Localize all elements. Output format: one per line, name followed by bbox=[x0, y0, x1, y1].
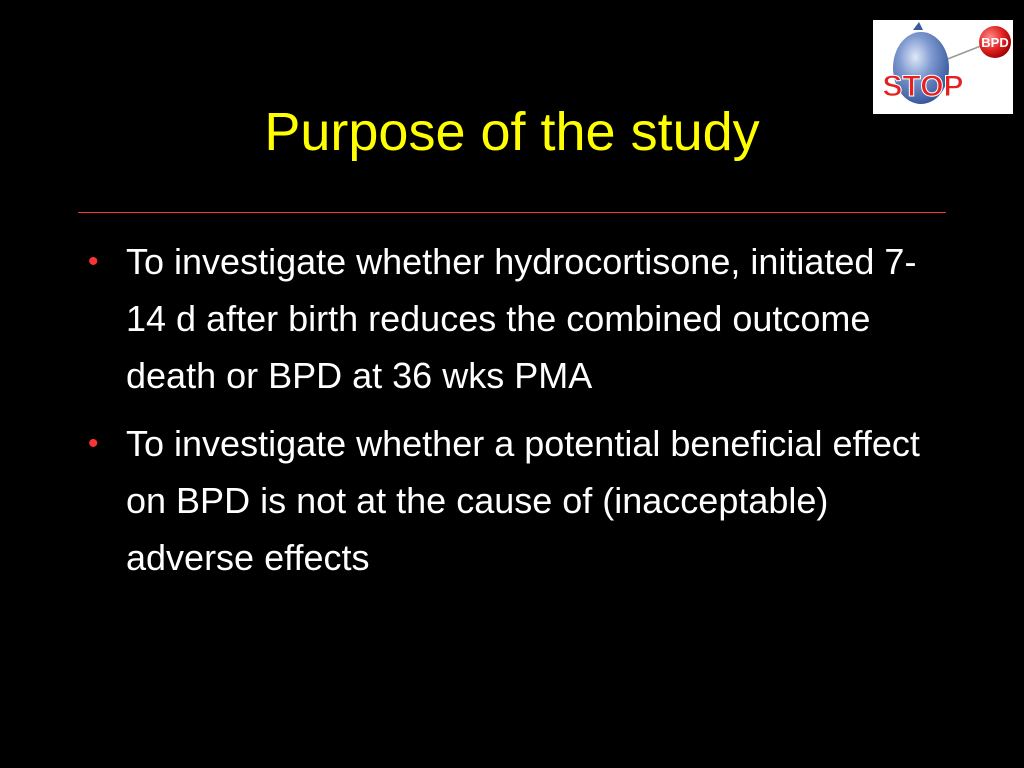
bullet-marker: • bbox=[88, 245, 99, 278]
bullet-text: To investigate whether hydrocortisone, initiated 7-14 d after birth reduces the combined outcome death or BPD at 36 wks PMA bbox=[126, 241, 917, 396]
bullet-marker: • bbox=[88, 427, 99, 460]
bullet-item bbox=[88, 415, 938, 586]
slide-title: Purpose of the study bbox=[264, 102, 760, 162]
logo-badge-text: BPD bbox=[981, 35, 1009, 50]
bullet-item bbox=[88, 233, 938, 404]
title-divider bbox=[78, 212, 946, 213]
logo-main-text: STOP bbox=[882, 70, 964, 103]
bullet-list bbox=[88, 233, 938, 597]
bullet-text: To investigate whether a potential beneficial effect on BPD is not at the cause of (inacceptable) adverse effects bbox=[126, 423, 920, 578]
